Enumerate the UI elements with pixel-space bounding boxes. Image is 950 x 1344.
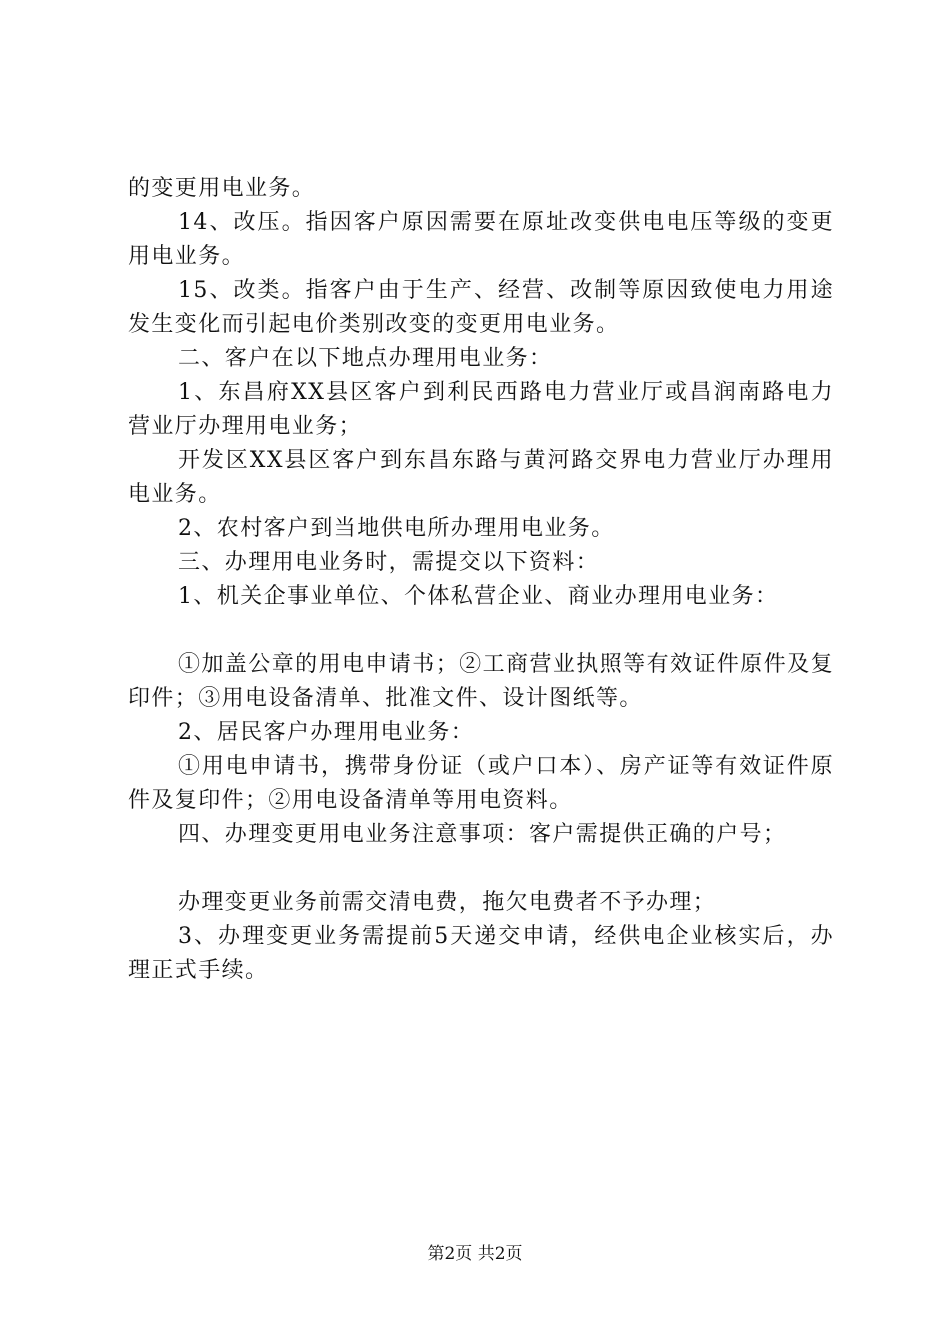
document-body [128, 172, 834, 988]
paragraph: ①加盖公章的用电申请书；②工商营业执照等有效证件原件及复印件；③用电设备清单、批准文件、设计图纸等。 [128, 652, 834, 711]
paragraph: 办理变更业务前需交清电费，拖欠电费者不予办理； [178, 890, 717, 915]
paragraph: 15、改类。指客户由于生产、经营、改制等原因致使电力用途发生变化而引起电价类别改变的变更用电业务。 [128, 278, 834, 337]
page-number: 第2页 共2页 [427, 1244, 523, 1264]
paragraph: 14、改压。指因客户原因需要在原址改变供电电压等级的变更用电业务。 [128, 210, 834, 269]
paragraph: 四、办理变更用电业务注意事项：客户需提供正确的户号； [178, 822, 787, 847]
paragraph: 1、东昌府XX县区客户到利民西路电力营业厅或昌润南路电力营业厅办理用电业务； [128, 380, 834, 439]
paragraph: 二、客户在以下地点办理用电业务： [178, 346, 553, 371]
paragraph: 2、农村客户到当地供电所办理用电业务。 [178, 516, 615, 541]
page-footer [0, 1243, 950, 1265]
paragraph: 3、办理变更业务需提前5天递交申请，经供电企业核实后，办理正式手续。 [128, 924, 834, 983]
paragraph: 2、居民客户办理用电业务： [178, 720, 475, 745]
paragraph: ①用电申请书，携带身份证（或户口本）、房产证等有效证件原件及复印件；②用电设备清单等用电资料。 [128, 754, 834, 813]
paragraph: 1、机关企事业单位、个体私营企业、商业办理用电业务： [178, 584, 779, 609]
paragraph: 三、办理用电业务时，需提交以下资料： [178, 550, 600, 575]
paragraph: 开发区XX县区客户到东昌东路与黄河路交界电力营业厅办理用电业务。 [128, 448, 834, 507]
paragraph: 的变更用电业务。 [128, 176, 316, 201]
